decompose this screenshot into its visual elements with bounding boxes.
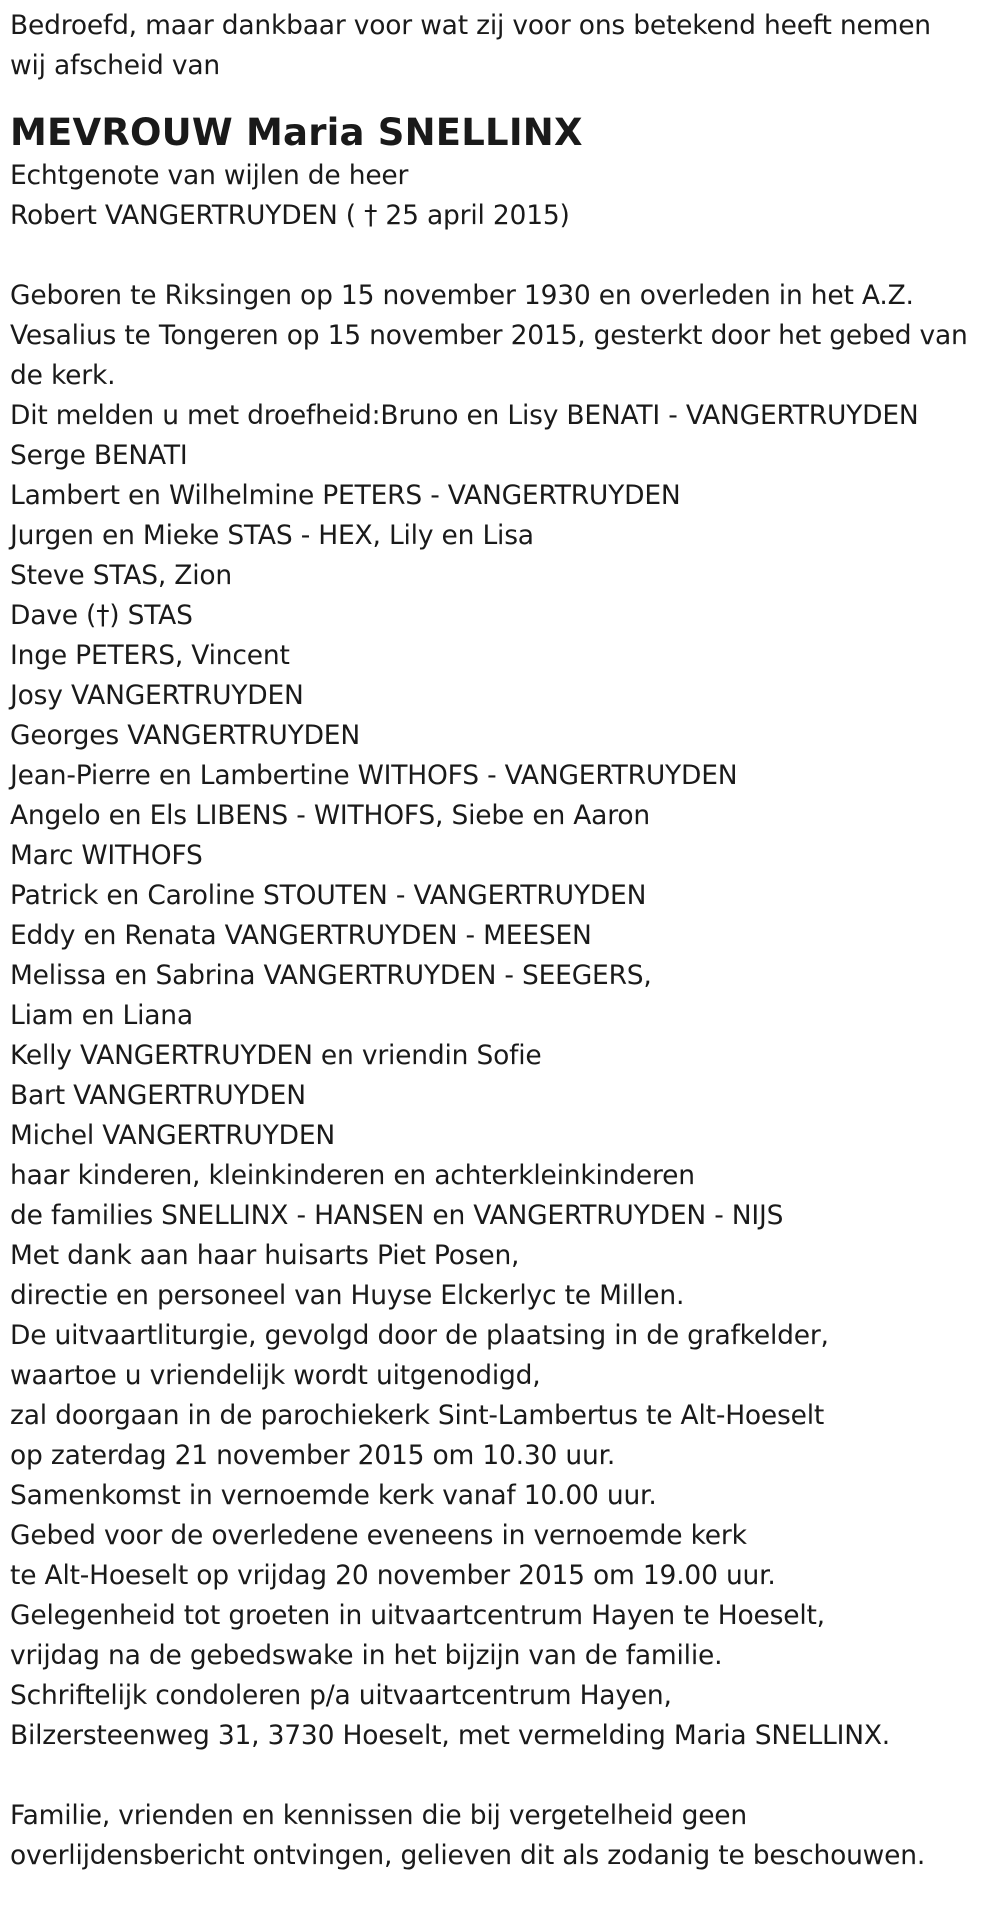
deceased-name: MEVROUW Maria SNELLINX	[10, 111, 583, 154]
body-line: Samenkomst in vernoemde kerk vanaf 10.00 uur.	[10, 1480, 657, 1511]
body-line: Serge BENATI	[10, 440, 188, 471]
intro-line: Bedroefd, maar dankbaar voor wat zij voor ons betekend heeft nemen	[10, 10, 931, 41]
body-line: Eddy en Renata VANGERTRUYDEN - MEESEN	[10, 920, 592, 951]
body-line: vrijdag na de gebedswake in het bijzijn van de familie.	[10, 1640, 723, 1671]
body-line: Inge PETERS, Vincent	[10, 640, 290, 671]
body-line: Jurgen en Mieke STAS - HEX, Lily en Lisa	[10, 520, 534, 551]
body-line: Gebed voor de overledene eveneens in vernoemde kerk	[10, 1520, 747, 1551]
closing-line: Familie, vrienden en kennissen die bij vergetelheid geen	[10, 1800, 748, 1831]
body-line: Melissa en Sabrina VANGERTRUYDEN - SEEGERS,	[10, 960, 652, 991]
body-line: Jean-Pierre en Lambertine WITHOFS - VANGERTRUYDEN	[10, 760, 738, 791]
body-line: Lambert en Wilhelmine PETERS - VANGERTRUYDEN	[10, 480, 681, 511]
body-line: Dit melden u met droefheid:Bruno en Lisy BENATI - VANGERTRUYDEN	[10, 400, 919, 431]
spouse-line: Robert VANGERTRUYDEN ( † 25 april 2015)	[10, 200, 570, 231]
body-line: de families SNELLINX - HANSEN en VANGERTRUYDEN - NIJS	[10, 1200, 784, 1231]
body-line: Patrick en Caroline STOUTEN - VANGERTRUYDEN	[10, 880, 647, 911]
body-line: Bilzersteenweg 31, 3730 Hoeselt, met vermelding Maria SNELLINX.	[10, 1720, 891, 1751]
body-line: zal doorgaan in de parochiekerk Sint-Lambertus te Alt-Hoeselt	[10, 1400, 825, 1431]
body-line: Michel VANGERTRUYDEN	[10, 1120, 335, 1151]
body-line: Dave (†) STAS	[10, 600, 193, 631]
body-line: Steve STAS, Zion	[10, 560, 232, 591]
body-line: Kelly VANGERTRUYDEN en vriendin Sofie	[10, 1040, 542, 1071]
body-line: de kerk.	[10, 360, 116, 391]
body-line: Josy VANGERTRUYDEN	[10, 680, 304, 711]
intro-text	[10, 6, 980, 86]
body-line: Angelo en Els LIBENS - WITHOFS, Siebe en Aaron	[10, 800, 650, 831]
body-line: op zaterdag 21 november 2015 om 10.30 uur.	[10, 1440, 616, 1471]
body-line: Vesalius te Tongeren op 15 november 2015, gesterkt door het gebed van	[10, 320, 968, 351]
body-line: Liam en Liana	[10, 1000, 193, 1031]
body-line: waartoe u vriendelijk wordt uitgenodigd,	[10, 1360, 541, 1391]
closing-text	[10, 1796, 980, 1876]
spouse-info	[10, 156, 980, 236]
body-line: haar kinderen, kleinkinderen en achterkleinkinderen	[10, 1160, 695, 1191]
notice-body	[10, 276, 980, 1756]
closing-line: overlijdensbericht ontvingen, gelieven dit als zodanig te beschouwen.	[10, 1840, 926, 1871]
body-line: De uitvaartliturgie, gevolgd door de plaatsing in de grafkelder,	[10, 1320, 829, 1351]
body-line: Bart VANGERTRUYDEN	[10, 1080, 306, 1111]
body-line: Georges VANGERTRUYDEN	[10, 720, 360, 751]
body-line: Marc WITHOFS	[10, 840, 203, 871]
body-line: Met dank aan haar huisarts Piet Posen,	[10, 1240, 520, 1271]
intro-line: wij afscheid van	[10, 50, 220, 81]
paragraph-spacer	[10, 236, 980, 276]
body-line: directie en personeel van Huyse Elckerlyc te Millen.	[10, 1280, 685, 1311]
spouse-line: Echtgenote van wijlen de heer	[10, 160, 409, 191]
body-line: Schriftelijk condoleren p/a uitvaartcentrum Hayen,	[10, 1680, 672, 1711]
body-line: Geboren te Riksingen op 15 november 1930 en overleden in het A.Z.	[10, 280, 914, 311]
body-line: te Alt-Hoeselt op vrijdag 20 november 2015 om 19.00 uur.	[10, 1560, 776, 1591]
paragraph-spacer	[10, 1756, 980, 1796]
body-line: Gelegenheid tot groeten in uitvaartcentrum Hayen te Hoeselt,	[10, 1600, 825, 1631]
